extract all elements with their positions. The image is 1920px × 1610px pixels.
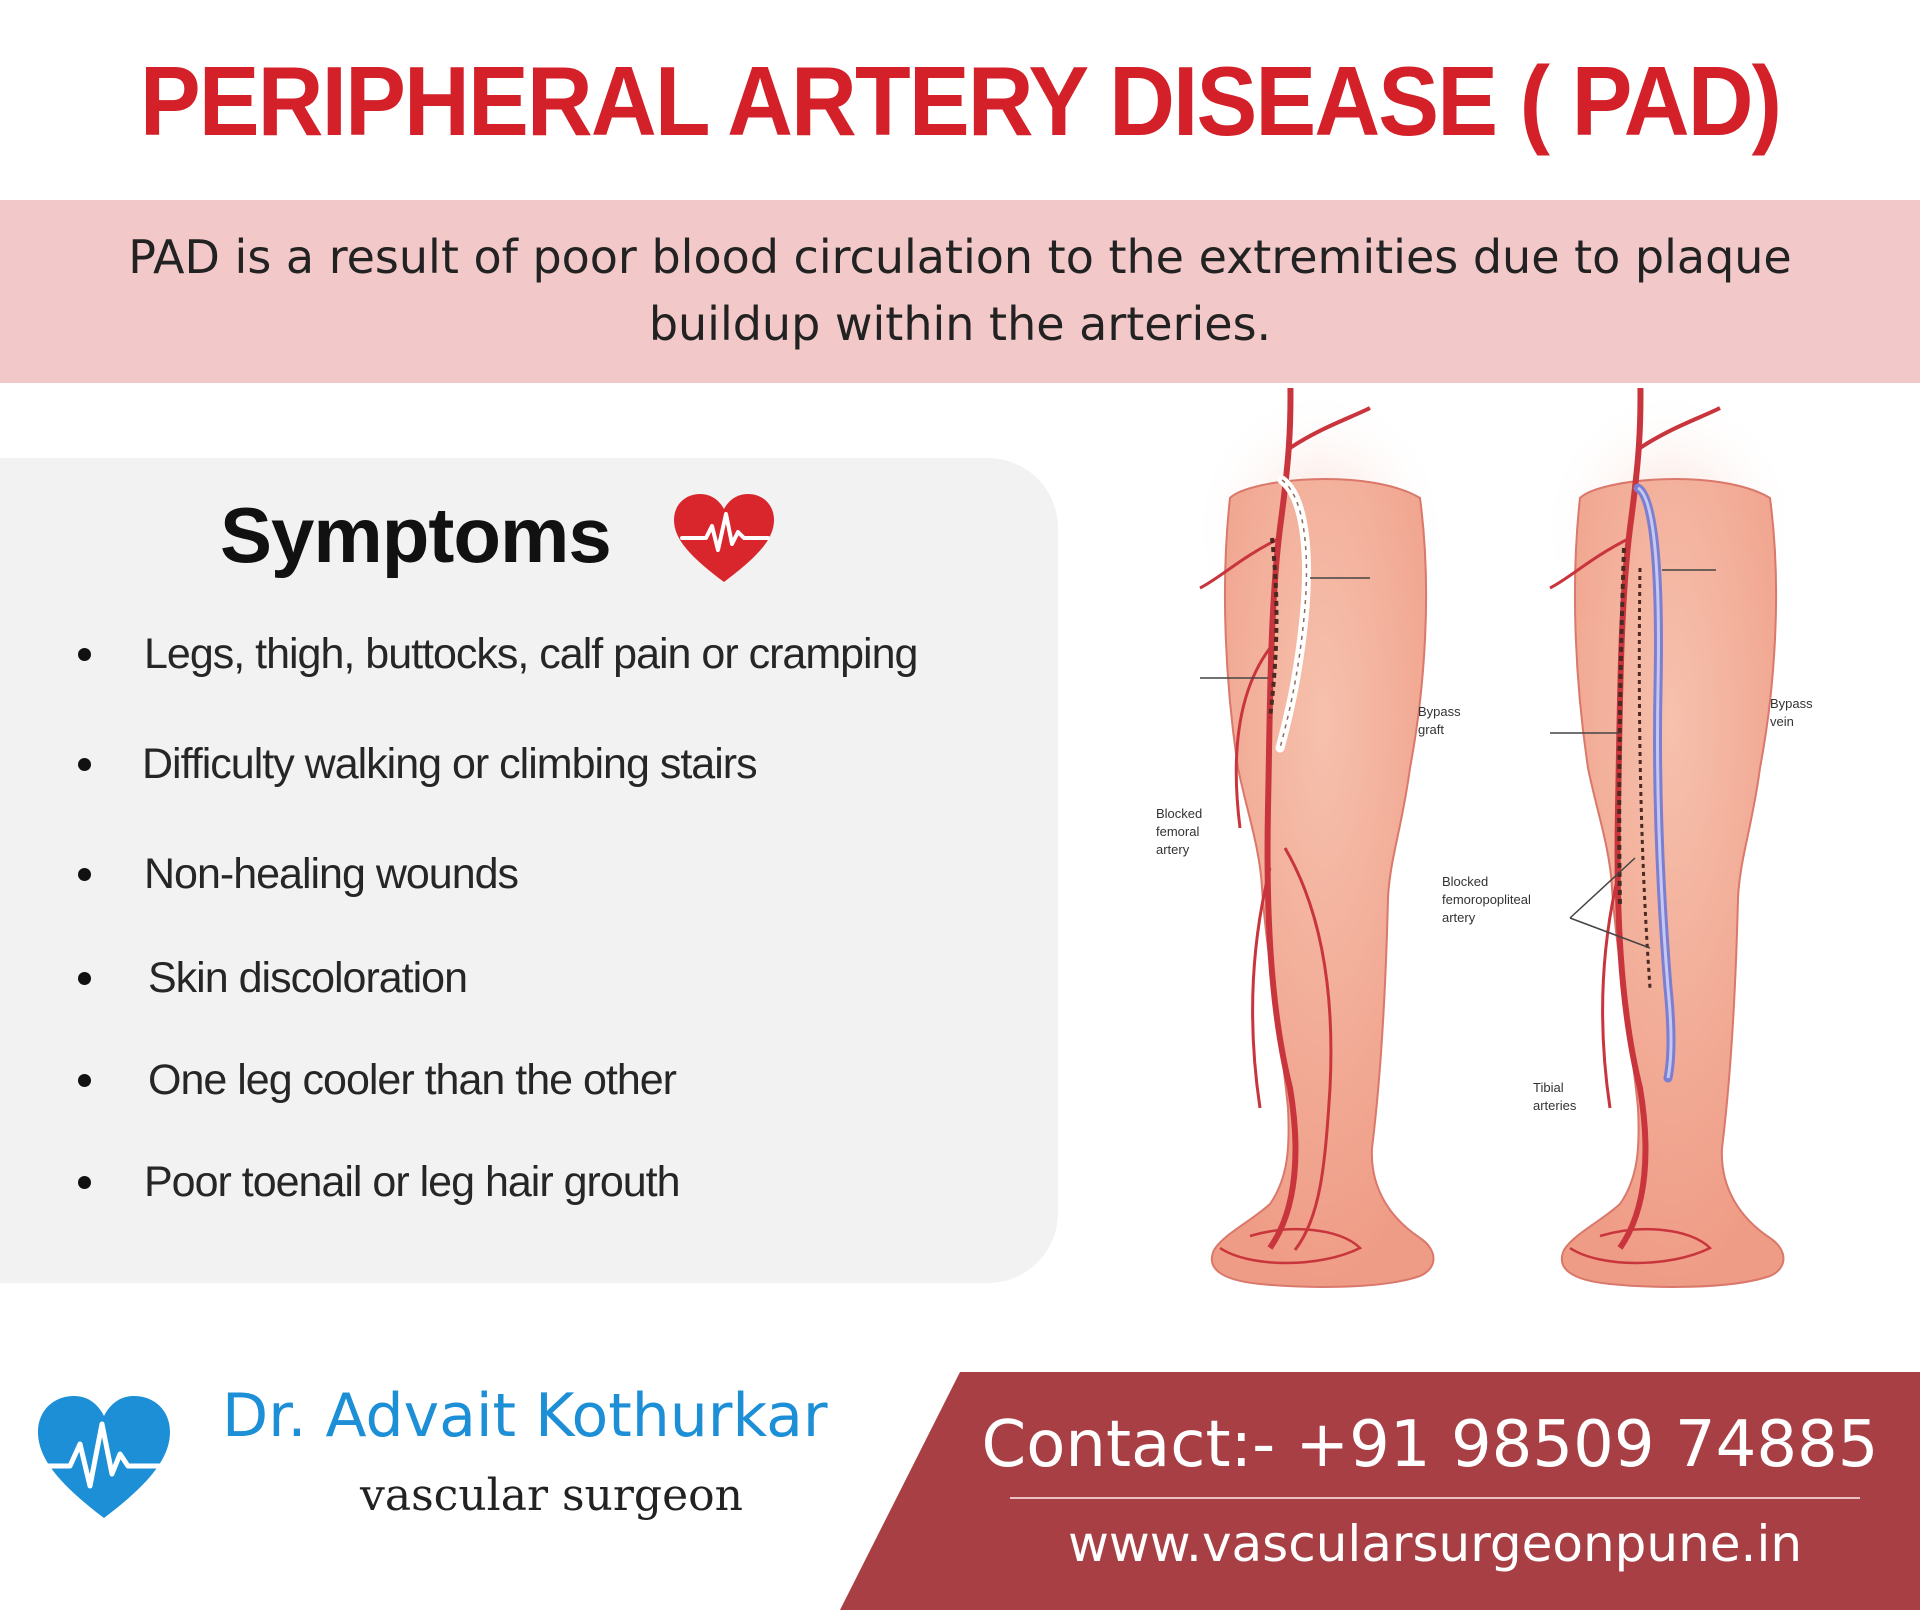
- intro-line-1: PAD is a result of poor blood circulation to the extremities due to plaque: [128, 230, 1792, 284]
- website-link[interactable]: www.vascularsurgeonpune.in: [1067, 1515, 1803, 1573]
- contact-phone[interactable]: Contact:- +91 98509 74885: [981, 1408, 1879, 1482]
- bullet-icon: [78, 648, 91, 661]
- label-tibial-1: Tibial: [1533, 1080, 1564, 1095]
- label-blocked-femoral-2: femoral: [1156, 824, 1200, 839]
- bullet-icon: [78, 972, 91, 985]
- label-blocked-femoral-1: Blocked: [1156, 806, 1203, 821]
- label-blocked-femoral-3: artery: [1156, 842, 1190, 857]
- intro-text: [80, 224, 1840, 358]
- label-bypass-vein-1: Bypass: [1770, 696, 1813, 711]
- page-title: PERIPHERAL ARTERY DISEASE ( PAD): [139, 46, 1781, 156]
- symptom-item: [70, 1152, 1050, 1212]
- doctor-name: Dr. Advait Kothurkar: [222, 1381, 828, 1451]
- legs-bypass-illustration: [1120, 388, 1920, 1368]
- symptom-item: [70, 844, 1050, 904]
- bullet-icon: [78, 758, 91, 771]
- right-leg: [1550, 388, 1784, 1287]
- bullet-icon: [78, 868, 91, 881]
- contact-divider: [1010, 1497, 1860, 1499]
- label-bypass-vein-2: vein: [1770, 714, 1794, 729]
- symptom-text: Skin discoloration: [148, 954, 468, 1002]
- bullet-icon: [78, 1176, 91, 1189]
- symptom-item: [70, 734, 1050, 794]
- symptoms-heading: Symptoms: [220, 491, 611, 579]
- label-blocked-femoropopliteal-3: artery: [1442, 910, 1476, 925]
- symptom-item: [70, 624, 1050, 684]
- symptom-item: [70, 948, 1050, 1008]
- label-blocked-femoropopliteal-2: femoropopliteal: [1442, 892, 1531, 907]
- symptom-text: Difficulty walking or climbing stairs: [142, 740, 757, 788]
- symptom-text: One leg cooler than the other: [148, 1056, 676, 1104]
- symptom-text: Non-healing wounds: [144, 850, 519, 898]
- symptom-text: Poor toenail or leg hair grouth: [144, 1158, 680, 1206]
- heart-pulse-icon: [672, 492, 776, 584]
- label-blocked-femoropopliteal-1: Blocked: [1442, 874, 1489, 889]
- doctor-heart-logo-icon: [34, 1390, 174, 1522]
- symptom-item: [70, 1050, 1050, 1110]
- label-bypass-graft-1: Bypass: [1418, 704, 1461, 719]
- doctor-role: vascular surgeon: [360, 1470, 743, 1521]
- label-tibial-2: arteries: [1533, 1098, 1577, 1113]
- bullet-icon: [78, 1074, 91, 1087]
- left-leg: [1200, 388, 1434, 1287]
- label-bypass-graft-2: graft: [1418, 722, 1445, 737]
- symptom-text: Legs, thigh, buttocks, calf pain or cramping: [144, 630, 918, 678]
- intro-line-2: buildup within the arteries.: [648, 297, 1272, 351]
